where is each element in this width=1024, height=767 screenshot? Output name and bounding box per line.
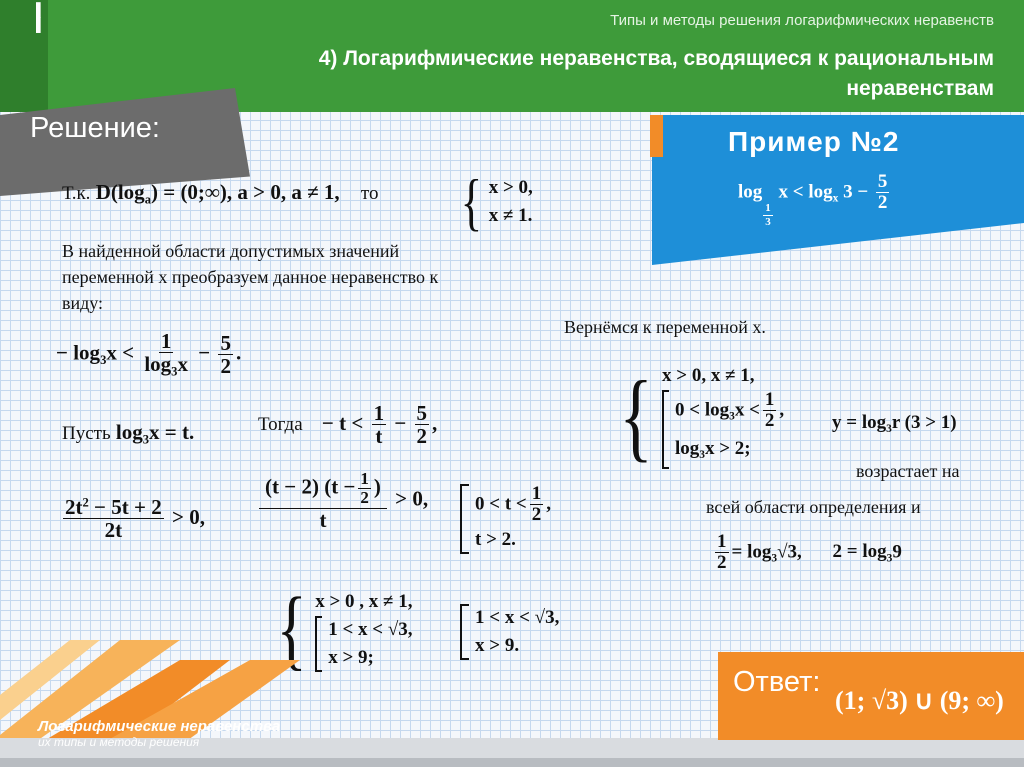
rhs-log: log <box>808 181 833 203</box>
square-bracket <box>460 484 469 554</box>
transform-paragraph: В найденной области допустимых значений переменной x преобразуем данное неравенство к виду: <box>62 241 439 313</box>
example-fraction: $\frac{5}{2}$ <box>877 171 888 213</box>
domain-line: Т.к. $D(\log_a)$ = (0;∞), a > 0, a ≠ 1, то <box>62 180 379 207</box>
bottom-shelf-shadow <box>0 758 1024 767</box>
domain-text: всей области определения и <box>706 497 921 517</box>
solution-label: Решение: <box>30 112 160 144</box>
log-equalities: $\frac{1}{2}$ = $\log_3√3$, $2 = \log_39$ <box>717 531 902 573</box>
log-base-fraction: $\frac{1}{3}$ <box>765 202 771 228</box>
substituted-inequality: Тогда − t < $\frac{1}{t}$ − $\frac{5}{2}$ , <box>258 401 438 449</box>
substitution-line: Пусть $\log_3x = t$. <box>62 420 195 447</box>
increases-text: возрастает на <box>856 461 960 481</box>
return-text: Вернёмся к переменной x. <box>564 317 766 337</box>
example-accent-stripe <box>650 115 663 157</box>
header-title: 4) Логарифмические неравенства, сводящиеся к рациональным неравенствам <box>318 47 994 100</box>
log-function: $y = \log_3r$ (3 > 1) <box>832 412 957 435</box>
footer-title: Логарифмические неравенства <box>38 718 281 735</box>
rational-inequality-1: $\frac{2t^2 - 5t + 2}{2t}$ > 0, <box>65 495 205 543</box>
inequality-1: − $\log_3x$ < $\frac{1}{\log_3x}$ − $\frac{5}{2}$ . <box>56 329 242 379</box>
answer-value: (1; √3) ∪ (9; ∞) <box>835 686 1004 715</box>
rhs-arg: 3 − <box>843 181 869 203</box>
curly-brace: { <box>460 166 483 238</box>
example-inequality: log $\frac{1}{3}$ $x < \log_x 3$ − $\frac{5}{2}$ <box>738 171 888 228</box>
footer-subtitle: их типы и методы решения <box>38 735 200 749</box>
log-system: { x > 0, x ≠ 1, $0 < \log_3x$ < $\frac{1}{2}$ , $\log_3x > 2$; <box>619 359 785 471</box>
x-solution-set: 1 < x < √3, x > 9. <box>460 604 559 660</box>
header-subtitle: Типы и методы решения логарифмических неравенств <box>610 12 994 29</box>
log-text: log <box>738 181 763 203</box>
slide-corner-icon: ▌ ▌ <box>36 2 46 32</box>
domain-system: { x > 0, x ≠ 1. <box>460 166 533 238</box>
x-system: { x > 0 , x ≠ 1, 1 < x < √3, x > 9; <box>276 580 413 679</box>
lhs-arg: x < <box>778 181 804 203</box>
example-title: Пример №2 <box>728 126 900 157</box>
answer-label: Ответ: <box>733 666 821 698</box>
rational-inequality-2: (t − 2) (t − $\frac{1}{2}$ ) t > 0, <box>256 470 428 532</box>
t-solution-set: 0 < t < $\frac{1}{2}$ , t > 2. <box>460 484 551 554</box>
